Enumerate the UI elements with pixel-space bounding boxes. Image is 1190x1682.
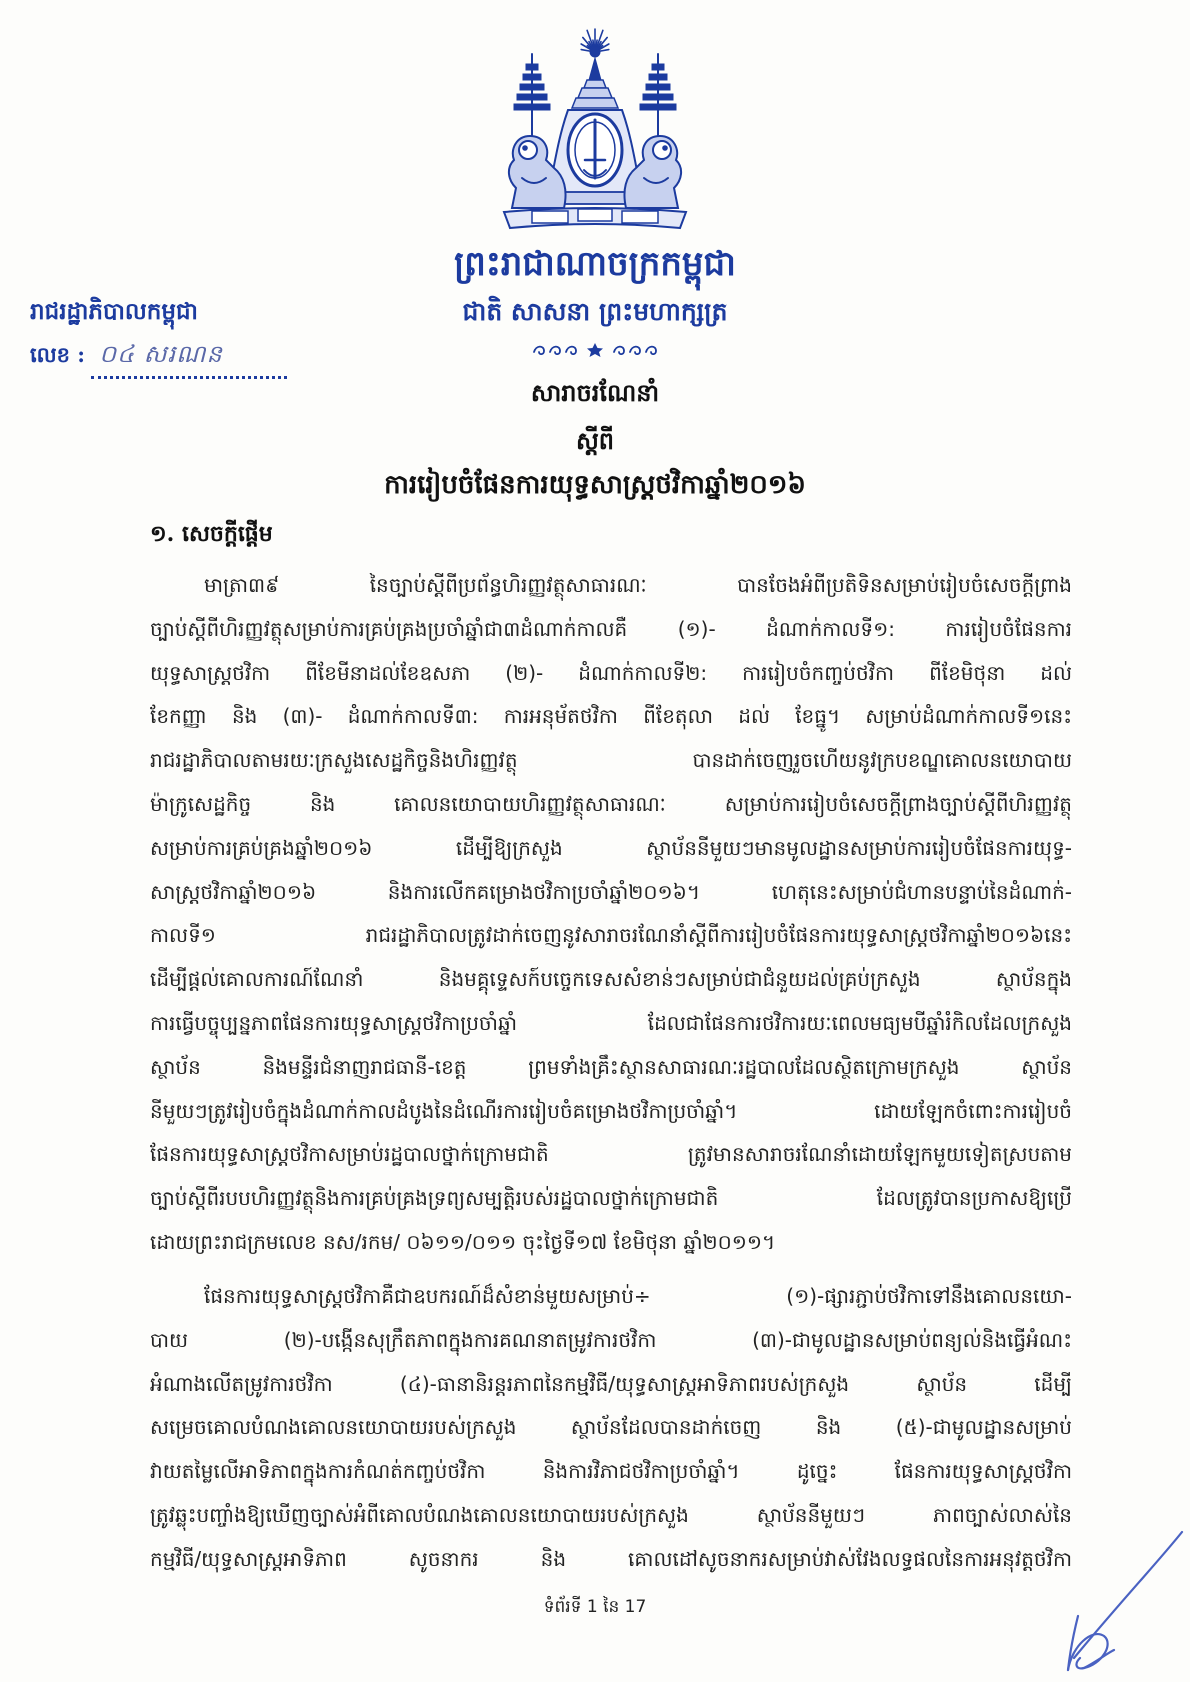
paragraph-line: សម្រេចគោលបំណងគោលនយោបាយរបស់ក្រសួង ស្ថាប័នដែលបានដាក់ចេញ និង (៥)-ជាមូលដ្ឋានសម្រាប់ [150, 1415, 1072, 1440]
handwritten-signature-icon [1048, 1528, 1186, 1676]
page-number: ទំព័រទី 1 នៃ 17 [543, 1597, 647, 1617]
paragraph-line: អំណាងលើតម្រូវការថវិកា (៤)-ធានានិរន្តរភាពនៃកម្មវិធី/យុទ្ធសាស្ត្រអាទិភាពរបស់ក្រសួង ស្ថាប័ន ដើម្បី [150, 1371, 1072, 1396]
paragraph-1 [150, 564, 1072, 1265]
paragraph-line: បាយ (២)-បង្កើនសុក្រឹតភាពក្នុងការគណនាតម្រូវការថវិកា (៣)-ជាមូលដ្ឋានសម្រាប់ពន្យល់និងធ្វើអំណះ [150, 1327, 1072, 1352]
paragraph-line: សម្រាប់ការគ្រប់គ្រងឆ្នាំ២០១៦ ដើម្បីឱ្យក្រសួង ស្ថាប័ននីមួយៗមានមូលដ្ឋានសម្រាប់ការរៀបចំផែនការយុទ្ធ- [150, 835, 1072, 860]
paragraph-line: ត្រូវឆ្លុះបញ្ចាំងឱ្យឃើញច្បាស់អំពីគោលបំណងគោលនយោបាយរបស់ក្រសួង ស្ថាប័ននីមួយៗ ភាពច្បាស់លាស់នៃ [150, 1502, 1072, 1527]
paragraph-line: រាជរដ្ឋាភិបាលតាមរយៈក្រសួងសេដ្ឋកិច្ចនិងហិរញ្ញវត្ថុ បានដាក់ចេញរួចហើយនូវក្របខណ្ឌគោលនយោបាយ [150, 748, 1072, 773]
paragraph-line: ស្ថាប័ន និងមន្ទីរជំនាញរាជធានី-ខេត្ត ព្រមទាំងគ្រឹះស្ថានសាធារណៈរដ្ឋបាលដែលស្ថិតក្រោមក្រសួង ស្ថាប័ន [150, 1054, 1072, 1079]
document-about: ស្តីពី [575, 426, 615, 455]
paragraph-line: ដោយព្រះរាជក្រមលេខ នស/រកម/ ០៦១១/០១១ ចុះថ្ងៃទី១៧ ខែមិថុនា ឆ្នាំ២០១១។ [150, 1229, 776, 1254]
national-motto: ជាតិ សាសនា ព្រះមហាក្សត្រ [462, 297, 728, 326]
document-number [30, 339, 287, 379]
document-number-handwritten: ០៤ សរណន [91, 339, 287, 379]
paragraph-line: វាយតម្លៃលើអាទិភាពក្នុងការកំណត់កញ្ចប់ថវិកា និងការវិភាជថវិកាប្រចាំឆ្នាំ។ ដូច្នេះ ផែនការយុទ្ធសាស្ត្រថវិកា [150, 1459, 1072, 1484]
kingdom-heading: ព្រះរាជាណាចក្រកម្ពុជា [454, 244, 736, 284]
paragraph-line: ផែនការយុទ្ធសាស្ត្រថវិកាគឺជាឧបករណ៍ដ៏សំខាន់មួយសម្រាប់÷ (១)-ផ្សារភ្ជាប់ថវិកាទៅនឹងគោលនយោ- [204, 1284, 1072, 1308]
paragraph-line: ច្បាប់ស្តីពីហិរញ្ញវត្ថុសម្រាប់ការគ្រប់គ្រងប្រចាំឆ្នាំជា៣ដំណាក់កាលគឺ (១)- ដំណាក់កាលទី១: ការរៀបចំផែនការ [150, 616, 1072, 641]
paragraph-line: កាលទី១ រាជរដ្ឋាភិបាលត្រូវដាក់ចេញនូវសារាចរណែនាំស្តីពីការរៀបចំផែនការយុទ្ធសាស្ត្រថវិកាឆ្នាំ២០១៦នេះ [150, 923, 1072, 948]
paragraph-line: មាត្រា៣៩ នៃច្បាប់ស្តីពីប្រព័ន្ធហិរញ្ញវត្ថុសាធារណៈ បានចែងអំពីប្រតិទិនសម្រាប់រៀបចំសេចក្តីព្រាង [204, 573, 1072, 597]
document-number-label: លេខ : [30, 342, 86, 367]
paragraph-line: យុទ្ធសាស្ត្រថវិកា ពីខែមីនាដល់ខែឧសភា (២)- ដំណាក់កាលទី២: ការរៀបចំកញ្ចប់ថវិកា ពីខែមិថុនា ដល់ [150, 660, 1072, 685]
paragraph-line: កម្មវិធី/យុទ្ធសាស្ត្រអាទិភាព សូចនាករ និង គោលដៅសូចនាករសម្រាប់វាស់វែងលទ្ធផលនៃការអនុវត្តថវិកា [150, 1546, 1072, 1571]
paragraph-line: ច្បាប់ស្តីពីរបបហិរញ្ញវត្ថុនិងការគ្រប់គ្រងទ្រព្យសម្បត្តិរបស់រដ្ឋបាលថ្នាក់ក្រោមជាតិ ដែលត្រូវបានប្រកាសឱ្យប្រើ [150, 1186, 1072, 1211]
issuer-name: រាជរដ្ឋាភិបាលកម្ពុជា [30, 298, 198, 325]
paragraph-line: សាស្ត្រថវិកាឆ្នាំ២០១៦ និងការលើកគម្រោងថវិកាប្រចាំឆ្នាំ២០១៦។ ហេតុនេះសម្រាប់ជំហានបន្ទាប់នៃដំណាក់- [150, 879, 1072, 904]
paragraph-2 [150, 1275, 1072, 1582]
ornament-divider-icon [530, 342, 660, 358]
paragraph-line: ម៉ាក្រូសេដ្ឋកិច្ច និង គោលនយោបាយហិរញ្ញវត្ថុសាធារណៈ សម្រាប់ការរៀបចំសេចក្តីព្រាងច្បាប់ស្តីពីហិរញ្ញវត្ថុ [150, 791, 1072, 816]
paragraph-line: ផែនការយុទ្ធសាស្ត្រថវិកាសម្រាប់រដ្ឋបាលថ្នាក់ក្រោមជាតិ ត្រូវមានសារាចរណែនាំដោយឡែកមួយទៀតស្របតាម [150, 1142, 1072, 1167]
paragraph-line: នីមួយៗត្រូវរៀបចំក្នុងដំណាក់កាលដំបូងនៃដំណើរការរៀបចំគម្រោងថវិកាប្រចាំឆ្នាំ។ ដោយឡែកចំពោះការរៀបចំ [150, 1098, 1072, 1123]
paragraph-line: ការធ្វើបច្ចុប្បន្នភាពផែនការយុទ្ធសាស្ត្រថវិកាប្រចាំឆ្នាំ ដែលជាផែនការថវិការយៈពេលមធ្យមបីឆ្នាំរំកិលដែលក្រសួង [150, 1010, 1072, 1035]
section-heading: ១. សេចក្តីផ្តើម [150, 521, 273, 547]
document-subject: ការរៀបចំផែនការយុទ្ធសាស្ត្រថវិកាឆ្នាំ២០១៦ [384, 470, 806, 500]
paragraph-line: ខែកញ្ញា និង (៣)- ដំណាក់កាលទី៣: ការអនុម័តថវិកា ពីខែតុលា ដល់ ខែធ្នូ។ សម្រាប់ដំណាក់កាលទី១នេះ [150, 704, 1072, 729]
royal-coat-of-arms-icon [488, 28, 702, 236]
paragraph-line: ដើម្បីផ្តល់គោលការណ៍ណែនាំ និងមគ្គុទ្ទេសក៍បច្ចេកទេសសំខាន់ៗសម្រាប់ជាជំនួយដល់គ្រប់ក្រសួង ស្ថាប័នក្នុង [150, 967, 1072, 992]
document-type: សារាចរណែនាំ [530, 378, 660, 407]
